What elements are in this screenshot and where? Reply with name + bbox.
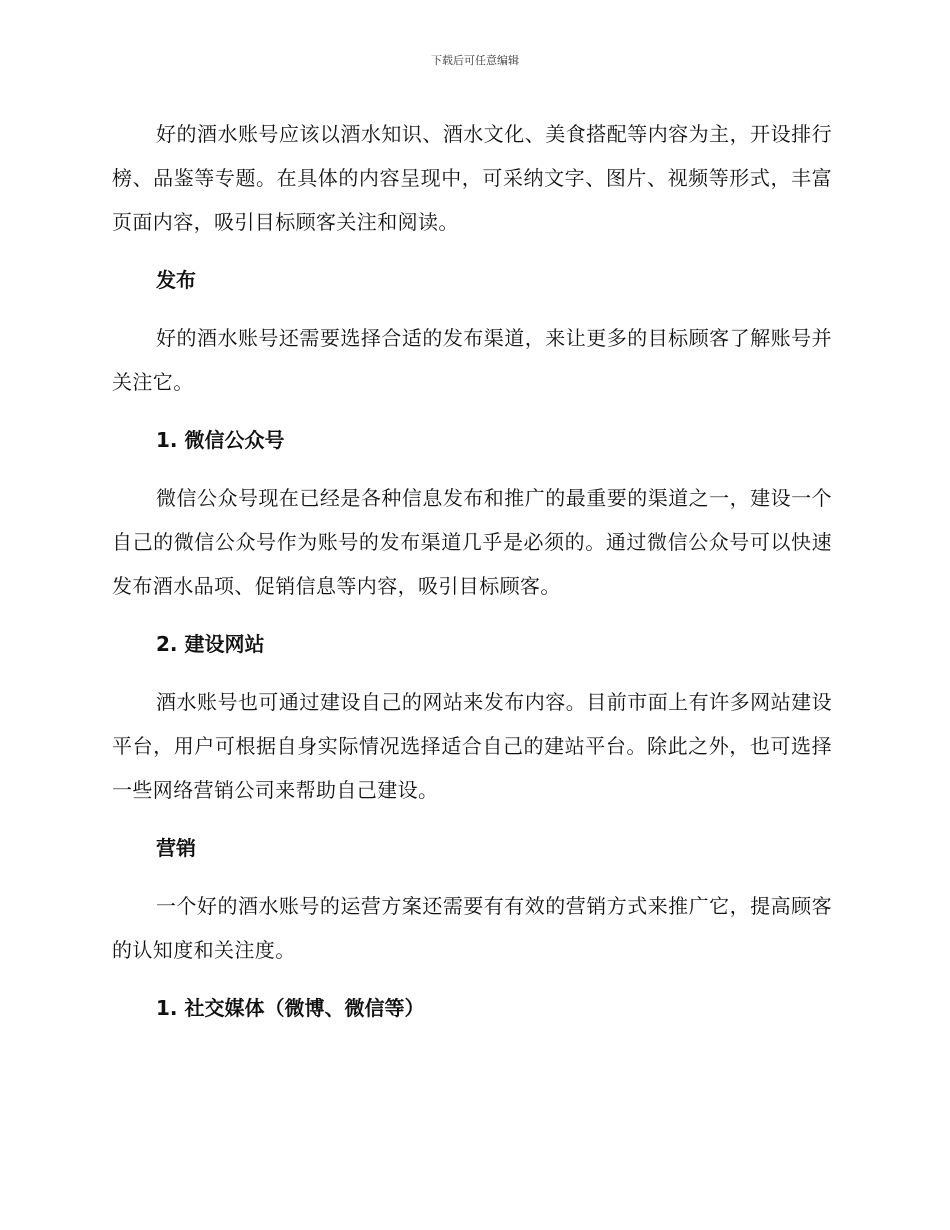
spacer	[112, 302, 832, 316]
spacer	[112, 404, 832, 418]
paragraph-build-website: 酒水账号也可通过建设自己的网站来发布内容。目前市面上有许多网站建设平台，用户可根据自身实际情况选择适合自己的建站平台。除此之外，也可选择一些网络营销公司来帮助自己建设。	[112, 690, 832, 802]
document-body	[112, 112, 832, 1030]
section-heading-marketing: 营销	[156, 836, 196, 860]
paragraph-marketing: 一个好的酒水账号的运营方案还需要有有效的营销方式来推广它，提高顾客的认知度和关注度。	[112, 894, 832, 962]
subheading-social-media: 1. 社交媒体（微博、微信等）	[156, 996, 425, 1020]
paragraph-wechat-official-account: 微信公众号现在已经是各种信息发布和推广的最重要的渠道之一，建设一个自己的微信公众号作为账号的发布渠道几乎是必须的。通过微信公众号可以快速发布酒水品项、促销信息等内容，吸引目标顾客。	[112, 486, 832, 598]
subheading-wechat-official-account: 1. 微信公众号	[156, 428, 285, 452]
spacer	[112, 972, 832, 986]
spacer	[112, 462, 832, 476]
paragraph-content-strategy: 好的酒水账号应该以酒水知识、酒水文化、美食搭配等内容为主，开设排行榜、品鉴等专题。在具体的内容呈现中，可采纳文字、图片、视频等形式，丰富页面内容，吸引目标顾客关注和阅读。	[112, 122, 832, 234]
paragraph-publish-channels: 好的酒水账号还需要选择合适的发布渠道，来让更多的目标顾客了解账号并关注它。	[112, 326, 832, 394]
spacer	[112, 608, 832, 622]
spacer	[112, 870, 832, 884]
spacer	[112, 244, 832, 258]
section-heading-publish: 发布	[156, 268, 196, 292]
subheading-build-website: 2. 建设网站	[156, 632, 265, 656]
spacer	[112, 812, 832, 826]
spacer	[112, 666, 832, 680]
page-header-note: 下载后可任意编辑	[431, 54, 519, 67]
